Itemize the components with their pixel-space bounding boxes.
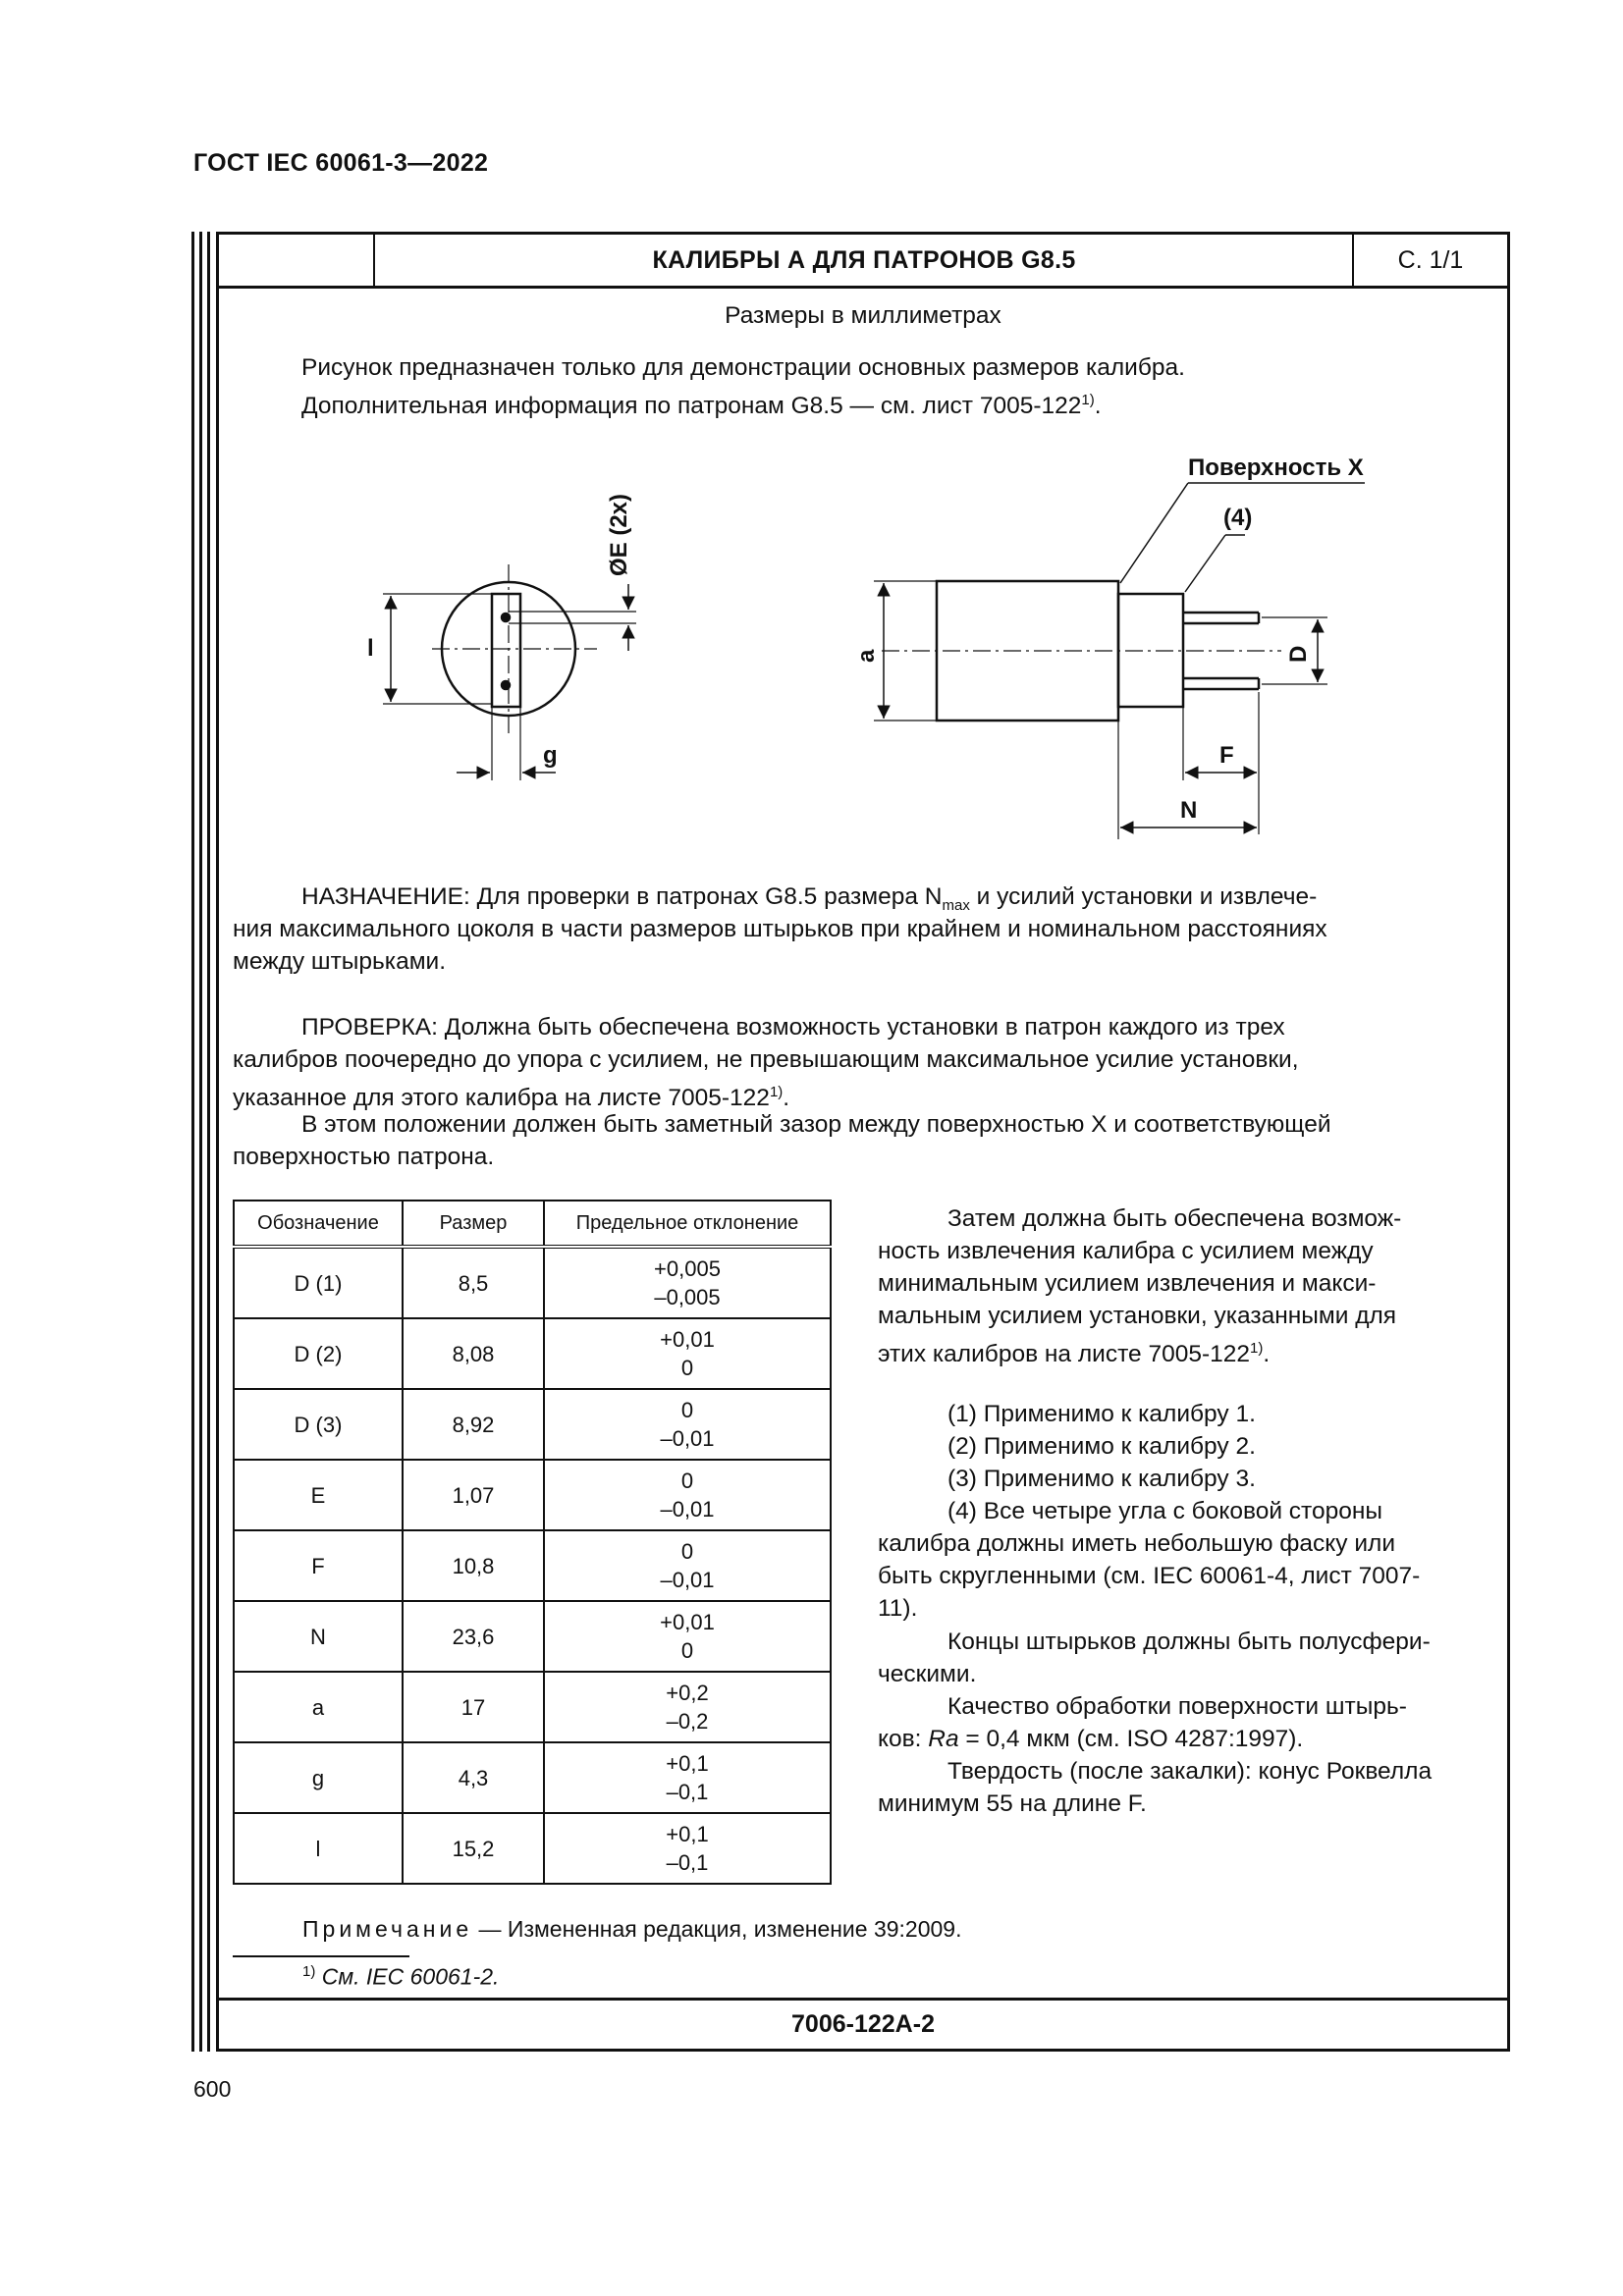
cell-tolerance: +0,1 –0,1 [544,1813,831,1884]
table-row [234,1813,831,1884]
check-line-4: В этом положении должен быть заметный зазор между поверхностью X и соответствующей [301,1111,1331,1138]
extraction-line-5: этих калибров на листе 7005-122$^{1)}$. [878,1340,1271,1368]
check-line-2: калибров поочередно до упора с усилием, не превышающим максимальное усилие установки, [233,1046,1299,1073]
check-line-5: поверхностью патрона. [233,1144,495,1170]
col-size: Размер [403,1201,544,1247]
cell-designation: D (1) [234,1247,403,1318]
table-row [234,1318,831,1389]
pin-ends-line-1: Концы штырьков должны быть полусфери- [947,1629,1431,1655]
cell-tolerance: +0,005 –0,005 [544,1247,831,1318]
extraction-line-4: мальным усилием установки, указанными для [878,1303,1397,1329]
cell-designation: D (2) [234,1318,403,1389]
note-4-line-1: (4) Все четыре угла с боковой стороны [947,1498,1383,1524]
dim-f-label: F [1219,742,1234,769]
sheet-code: 7006-122А-2 [219,1998,1507,2049]
cell-size: 17 [403,1672,544,1742]
table-row [234,1672,831,1742]
dim-g-label: g [543,742,558,769]
cell-size: 8,5 [403,1247,544,1318]
note-2: (2) Применимо к калибру 2. [947,1433,1256,1460]
quality-line-1: Качество обработки поверхности штырь- [947,1693,1407,1720]
footnote: $^{1)}$ См. IEC 60061-2. [302,1963,500,1990]
extraction-line-3: минимальным усилием извлечения и макси- [878,1270,1377,1297]
purpose-line-1: НАЗНАЧЕНИЕ: Для проверки в патронах G8.5 размера $N_{max}$ и усилий установки и извлече- [301,883,1318,914]
table-row [234,1460,831,1530]
cell-tolerance: +0,1 –0,1 [544,1742,831,1813]
col-tolerance: Предельное отклонение [544,1201,831,1247]
extraction-line-2: ность извлечения калибра с усилием между [878,1238,1374,1264]
cell-size: 23,6 [403,1601,544,1672]
binding-line [199,232,202,2052]
note-3: (3) Применимо к калибру 3. [947,1466,1256,1492]
intro-line-1: Рисунок предназначен только для демонстрации основных размеров калибра. [301,354,1185,381]
cell-tolerance: +0,01 0 [544,1601,831,1672]
sheet-page: С. 1/1 [1352,235,1507,286]
quality-line-2: ков: Ra = 0,4 мкм (см. ISO 4287:1997). [878,1726,1304,1752]
note-1: (1) Применимо к калибру 1. [947,1401,1256,1427]
note-4-line-2: калибра должны иметь небольшую фаску или [878,1530,1396,1557]
page-number: 600 [193,2076,232,2102]
extraction-line-1: Затем должна быть обеспечена возмож- [947,1205,1402,1232]
tolerance-table [233,1200,832,1885]
cell-size: 1,07 [403,1460,544,1530]
cell-size: 8,92 [403,1389,544,1460]
dim-a-label: a [853,649,880,663]
col-designation: Обозначение [234,1201,403,1247]
cell-size: 10,8 [403,1530,544,1601]
cell-tolerance: 0 –0,01 [544,1530,831,1601]
pin-ends-line-2: ческими. [878,1661,977,1687]
binding-line [207,232,210,2052]
cell-designation: a [234,1672,403,1742]
binding-line [191,232,194,2052]
cell-size: 4,3 [403,1742,544,1813]
title-empty-cell [219,235,375,286]
sheet-title: КАЛИБРЫ А ДЛЯ ПАТРОНОВ G8.5 [652,246,1076,274]
cell-size: 15,2 [403,1813,544,1884]
table-row [234,1389,831,1460]
surface-x-label: Поверхность X [1188,454,1364,481]
hardness-line-1: Твердость (после закалки): конус Роквелла [947,1758,1433,1785]
dim-l-label: l [367,635,374,662]
cell-designation: E [234,1460,403,1530]
cell-tolerance: 0 –0,01 [544,1460,831,1530]
cell-tolerance: 0 –0,01 [544,1389,831,1460]
note-4-line-4: 11). [878,1595,918,1622]
edition-note: Примечание — Измененная редакция, изменение 39:2009. [302,1916,962,1942]
note-4-line-3: быть скругленными (см. IEC 60061-4, лист 7007- [878,1563,1421,1589]
check-line-1: ПРОВЕРКА: Должна быть обеспечена возможность установки в патрон каждого из трех [301,1014,1285,1041]
table-row [234,1742,831,1813]
cell-tolerance: +0,01 0 [544,1318,831,1389]
cell-designation: N [234,1601,403,1672]
dim-e-label: ØE (2x) [606,493,632,576]
purpose-line-2: ния максимального цоколя в части размеров штырьков при крайнем и номинальном расстояниях [233,916,1327,942]
check-line-3: указанное для этого калибра на листе 7005-122$^{1)}$. [233,1084,790,1112]
table-row [234,1247,831,1318]
table-header-row [234,1201,831,1247]
cell-size: 8,08 [403,1318,544,1389]
standard-header: ГОСТ IEC 60061-3—2022 [193,149,489,177]
purpose-line-3: между штырьками. [233,948,447,975]
dim-d-label: D [1285,645,1312,663]
title-row [219,235,1507,289]
units-note: Размеры в миллиметрах [725,302,1001,329]
cell-designation: l [234,1813,403,1884]
dim-n-label: N [1180,797,1198,824]
cell-tolerance: +0,2 –0,2 [544,1672,831,1742]
table-row [234,1601,831,1672]
cell-designation: g [234,1742,403,1813]
cell-designation: F [234,1530,403,1601]
hardness-line-2: минимум 55 на длине F. [878,1790,1147,1817]
gauge-drawing [324,447,1404,859]
intro-line-2: Дополнительная информация по патронам G8.5 — см. лист 7005-122$^{1)}$. [301,392,1102,420]
table-row [234,1530,831,1601]
cell-designation: D (3) [234,1389,403,1460]
chamfer-label: (4) [1223,505,1253,531]
footnote-separator [233,1955,409,1957]
